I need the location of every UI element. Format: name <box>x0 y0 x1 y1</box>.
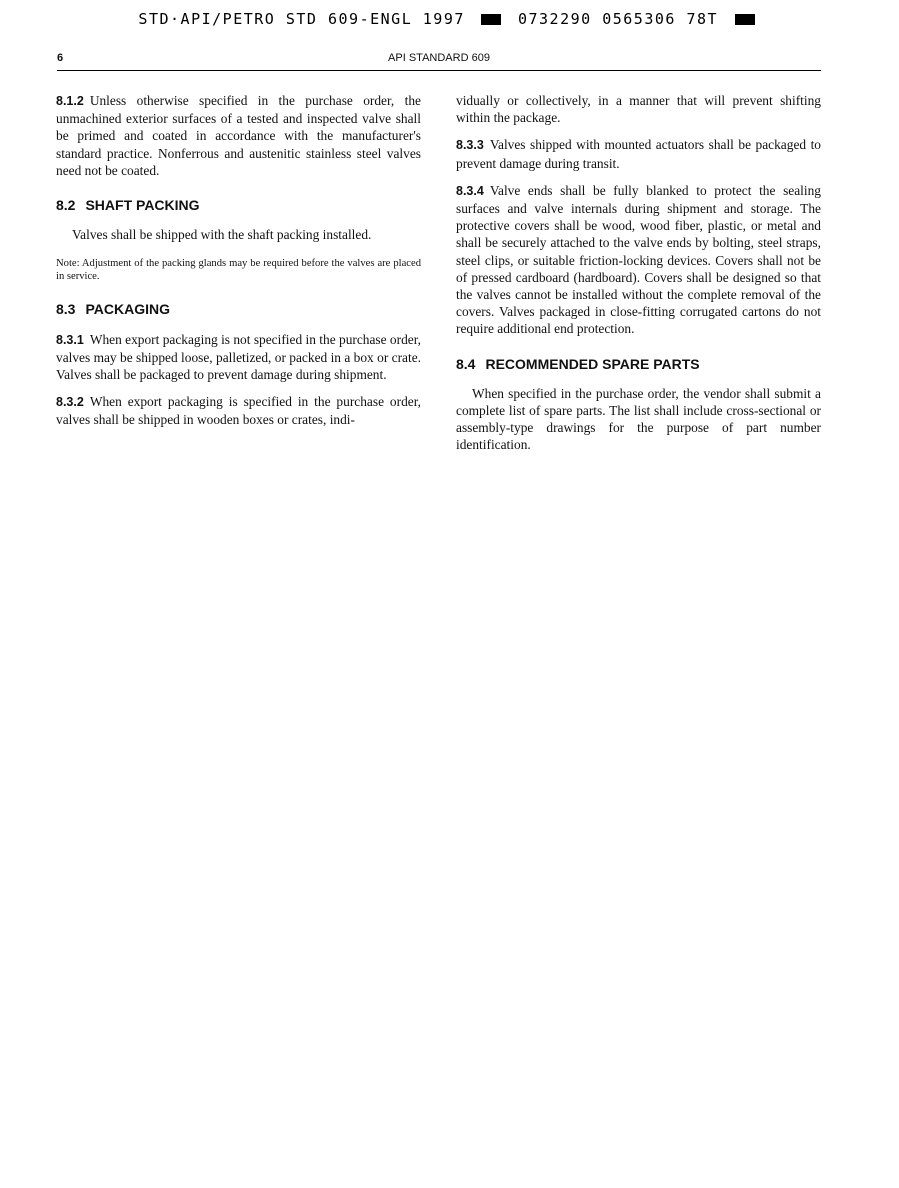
page-number: 6 <box>57 52 64 64</box>
paragraph-number: 8.3.2 <box>56 395 84 410</box>
section-number: 8.4 <box>456 355 476 372</box>
section-number: 8.3 <box>56 301 76 318</box>
paragraph-text: When export packaging is specified in the purchase order, valves shall be shipped in wooden boxes or crates, indi- <box>56 394 421 428</box>
running-title: API STANDARD 609 <box>388 52 490 64</box>
paragraph-text: Unless otherwise specified in the purchase order, the unmachined exterior surfaces of a tested and inspected valve shall be primed and coated in accordance with the manufacturer's standard practice. Nonferrous and austenitic stainless steel valves need not be coated. <box>56 93 421 178</box>
paragraph-text: When export packaging is not specified in the purchase order, valves may be shipped loose, palletized, or packed in a box or crate. Valves shall be packaged to prevent damage during shipment. <box>56 331 421 383</box>
paragraph-8-4: When specified in the purchase order, the vendor shall submit a complete list of spare parts. The list shall include cross-sectional or assembly-type drawings for the purpose of part number identification. <box>456 385 821 453</box>
paragraph-number: 8.1.2 <box>56 94 84 108</box>
paragraph-text: Valves shipped with mounted actuators shall be packaged to prevent damage during transit. <box>456 137 821 171</box>
section-title: PACKAGING <box>85 301 170 318</box>
section-number: 8.2 <box>56 197 76 214</box>
document-control-stamp <box>0 10 899 28</box>
running-header <box>57 50 821 71</box>
paragraph-8-3-2-continued: vidually or collectively, in a manner that will prevent shifting within the package. <box>456 93 821 126</box>
paragraph-text: Valve ends shall be fully blanked to protect the sealing surfaces and valve internals during shipment and storage. The protective covers shall be wood, wood fiber, plastic, or metal and shall be securely attached to the valve ends by bolting, steel straps, steel clips, or suitable friction-locking devices. Covers shall not be of pressed cardboard (hardboard). Covers shall be designed so that the valves cannot be installed without the complete removal of the covers. Valves packaged in close-fitting corrugated cartons do not require additional end protection. <box>456 182 821 337</box>
paragraph-8-2: Valves shall be shipped with the shaft packing installed. <box>72 227 372 243</box>
stamp-standard-id: STD·API/PETRO STD 609-ENGL 1997 <box>138 10 465 28</box>
left-column <box>56 92 421 439</box>
paragraph-8-1-2 <box>56 92 421 179</box>
paragraph-number: 8.3.1 <box>56 332 84 347</box>
section-title: SHAFT PACKING <box>85 197 200 214</box>
paragraph-8-3-1 <box>56 331 421 384</box>
paragraph-number: 8.3.4 <box>456 183 484 198</box>
section-heading-8-4 <box>456 356 821 373</box>
paragraph-8-3-4 <box>456 182 821 338</box>
paragraph-8-3-3 <box>456 136 821 171</box>
right-column <box>456 92 821 468</box>
section-heading-8-2 <box>56 197 421 214</box>
stamp-code: 0732290 0565306 78T <box>517 10 719 28</box>
paragraph-number: 8.3.3 <box>456 138 484 153</box>
section-heading-8-3 <box>56 301 421 318</box>
stamp-block-mark <box>735 14 755 25</box>
stamp-block-mark <box>481 14 501 25</box>
section-title: RECOMMENDED SPARE PARTS <box>485 355 700 372</box>
paragraph-8-3-2 <box>56 393 421 428</box>
note-8-2: Note: Adjustment of the packing glands may be required before the valves are placed in service. <box>56 258 421 283</box>
